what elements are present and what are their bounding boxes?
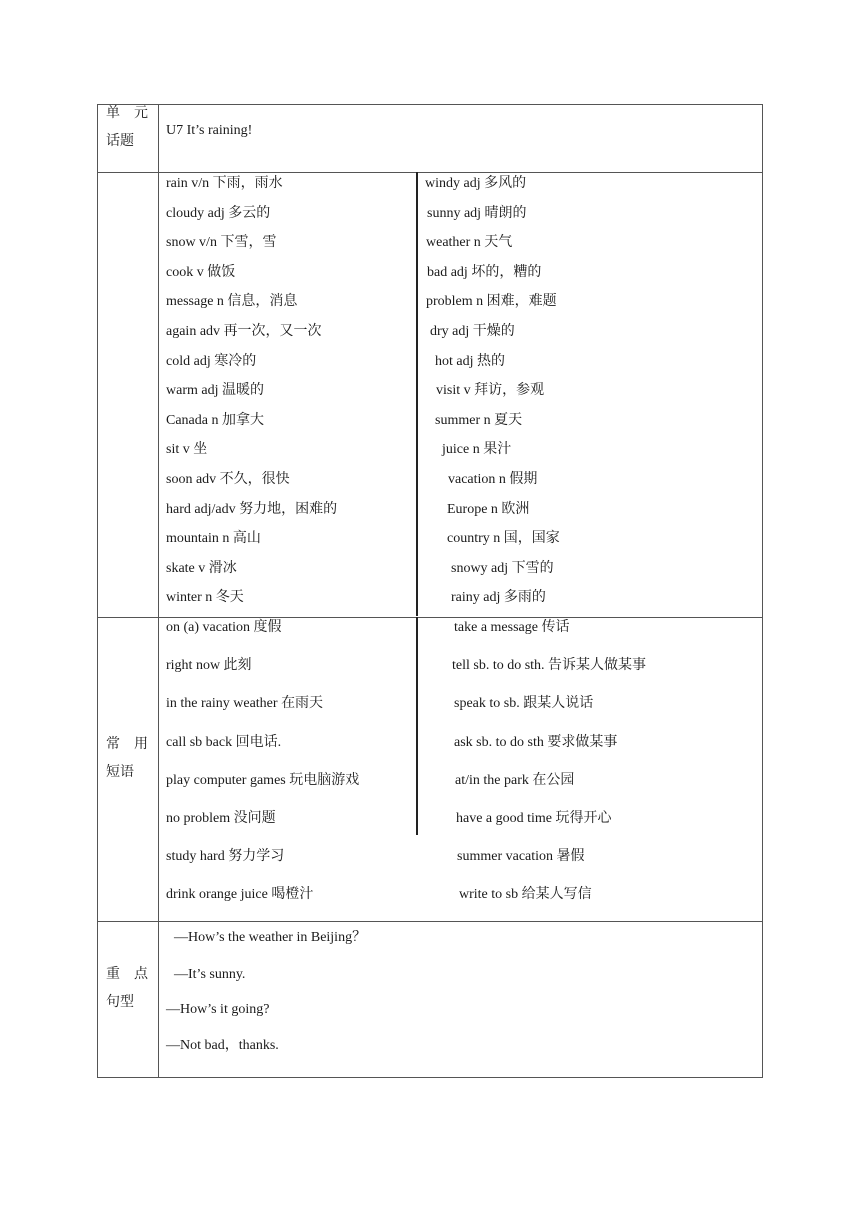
phrases-label (106, 737, 150, 781)
vocab-item: cold adj 寒冷的 (166, 353, 257, 369)
sentence-line: —Not bad，thanks. (166, 1038, 279, 1053)
topic-label-line1: 单 元 (106, 106, 148, 121)
vocab-item: rain v/n 下雨，雨水 (166, 176, 283, 191)
vocab-item: summer n 夏天 (435, 412, 523, 428)
sentence-line: —How’s the weather in Beijing？ (174, 930, 367, 945)
phrase-item: in the rainy weather 在雨天 (166, 696, 324, 712)
phrase-item: call sb back 回电话. (166, 734, 282, 750)
phrase-item: tell sb. to do sth. 告诉某人做某事 (452, 658, 647, 674)
table-border-top (97, 104, 763, 105)
table-border-bottom (97, 1077, 763, 1078)
vocab-item: Canada n 加拿大 (166, 412, 264, 428)
table-border-left (97, 104, 98, 1078)
vocab-item: problem n 困难，难题 (426, 294, 557, 310)
vocab-item: windy adj 多风的 (425, 176, 527, 191)
vocab-item: vacation n 假期 (448, 472, 538, 487)
vocab-item: rainy adj 多雨的 (451, 590, 546, 606)
phrase-item: on (a) vacation 度假 (166, 620, 282, 635)
vocab-item: message n 信息，消息 (166, 294, 298, 310)
vocab-item: winter n 冬天 (166, 590, 244, 606)
vocab-column-divider (416, 172, 418, 616)
table-border-right (762, 104, 763, 1078)
phrase-item: study hard 努力学习 (166, 849, 285, 865)
phrase-item: no problem 没问题 (166, 811, 276, 826)
vocab-item: hot adj 热的 (435, 353, 505, 369)
vocab-item: Europe n 欧洲 (447, 501, 530, 517)
phrase-item: speak to sb. 跟某人说话 (454, 696, 594, 712)
sentence-line: —It’s sunny. (174, 967, 246, 982)
phrase-item: right now 此刻 (166, 658, 252, 674)
phrase-item: take a message 传话 (454, 620, 570, 635)
phrase-item: ask sb. to do sth 要求做某事 (454, 734, 618, 750)
phrase-item: write to sb 给某人写信 (459, 887, 592, 903)
vocab-item: mountain n 高山 (166, 531, 261, 547)
sentences-label-line2: 句型 (106, 995, 134, 1010)
phrase-item: have a good time 玩得开心 (456, 811, 612, 826)
sentences-label-line1: 重 点 (106, 967, 148, 982)
vocab-item: weather n 天气 (426, 235, 513, 251)
topic-label (106, 106, 150, 150)
vocab-item: country n 国，国家 (447, 531, 560, 547)
sentences-label (106, 967, 150, 1011)
vocab-item: sit v 坐 (166, 442, 208, 458)
vocab-item: soon adv 不久，很快 (166, 472, 290, 487)
vocab-item: cook v 做饭 (166, 264, 236, 280)
unit-title: U7 It’s raining! (166, 123, 253, 138)
phrases-label-line2: 短语 (106, 765, 134, 780)
row-divider (97, 921, 763, 922)
sentence-line: —How’s it going? (166, 1002, 270, 1017)
vocab-item: warm adj 温暖的 (166, 383, 264, 399)
vocab-item: juice n 果汁 (442, 442, 512, 458)
vocab-item: snow v/n 下雪，雪 (166, 235, 277, 251)
column-divider (158, 104, 159, 1078)
phrase-item: at/in the park 在公园 (455, 772, 575, 788)
vocab-item: bad adj 坏的，糟的 (427, 264, 542, 280)
phrase-column-divider (416, 617, 418, 835)
vocab-item: dry adj 干燥的 (430, 324, 515, 339)
phrase-item: drink orange juice 喝橙汁 (166, 887, 314, 903)
vocab-item: cloudy adj 多云的 (166, 205, 271, 221)
phrase-item: summer vacation 暑假 (457, 849, 585, 865)
vocab-item: sunny adj 晴朗的 (427, 205, 527, 221)
row-divider (97, 617, 763, 618)
topic-label-line2: 话题 (106, 134, 134, 149)
vocab-item: again adv 再一次，又一次 (166, 324, 322, 339)
row-divider (97, 172, 763, 173)
vocab-item: snowy adj 下雪的 (451, 560, 554, 576)
phrase-item: play computer games 玩电脑游戏 (166, 772, 360, 788)
vocab-item: skate v 滑冰 (166, 560, 237, 576)
phrases-label-line1: 常 用 (106, 737, 148, 752)
vocab-item: visit v 拜访，参观 (436, 383, 545, 399)
vocab-item: hard adj/adv 努力地，困难的 (166, 501, 338, 517)
